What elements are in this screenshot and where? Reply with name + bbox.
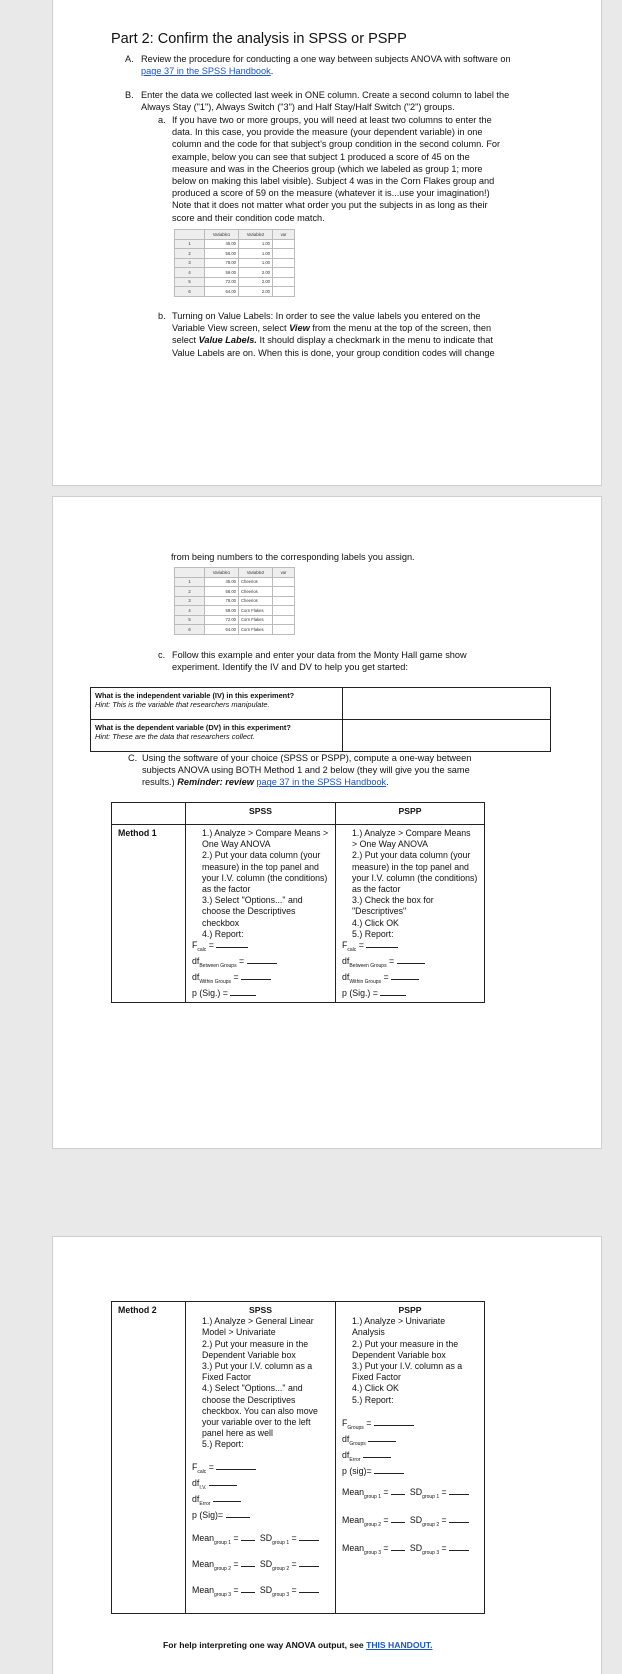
sub-b-letter: b. xyxy=(158,311,166,321)
grid1-empty-cell[interactable] xyxy=(273,249,295,259)
m1-spss-dfb-blank[interactable] xyxy=(247,956,277,964)
grid1-header-3: var xyxy=(273,230,295,240)
grid2-header-3: var xyxy=(273,568,295,578)
m2-spss-dfe-sub: Error xyxy=(199,1500,211,1507)
m2-spss-df-iv xyxy=(192,1478,329,1494)
m2-pspp-fgroups-blank[interactable] xyxy=(374,1418,414,1426)
m1-spss-step-2: 2.) Put your data column (your measure) in the top panel and your I.V. column (the conditions) as the factor xyxy=(202,850,328,895)
m2-spss-group2: Mean$_{group 2}$ = $SD_{group 2}$ = xyxy=(192,1559,329,1575)
grid2-cell[interactable]: Cheerios xyxy=(239,587,273,597)
grid1-row xyxy=(175,258,295,268)
grid2-row xyxy=(175,615,295,625)
m2-pspp-fgroups xyxy=(342,1418,478,1434)
grid2-cell[interactable]: Cheerios xyxy=(239,596,273,606)
document-page-2 xyxy=(52,496,602,1149)
grid1-row xyxy=(175,239,295,249)
m2-pspp-dfg-sub: Groups xyxy=(349,1440,366,1447)
m2-spss-step-3: 3.) Put your I.V. column as a Fixed Factor xyxy=(202,1361,313,1383)
m1-spss-fcalc xyxy=(192,940,329,956)
m2-pspp-f-sym: F xyxy=(342,1417,348,1428)
m2-spss-fcalc-blank[interactable] xyxy=(216,1462,256,1470)
m1-spss-p-blank[interactable] xyxy=(230,988,256,996)
grid2-row xyxy=(175,587,295,597)
grid2-empty-cell[interactable] xyxy=(273,587,295,597)
item-a-letter: A. xyxy=(125,54,134,64)
m1-spss-df-within xyxy=(192,972,329,988)
m1-pspp-step-3: 3.) Check the box for "Descriptives" xyxy=(352,895,434,917)
dv-question-cell xyxy=(91,720,343,752)
m2-spss-step-2: 2.) Put your measure in the Dependent Variable box xyxy=(202,1338,309,1360)
iv-answer-cell[interactable] xyxy=(343,688,551,720)
m2-pspp-dfe-sym: df xyxy=(342,1449,350,1460)
grid1-cell[interactable]: 59.00 xyxy=(205,268,239,278)
m2-spss-sd1-sub: group 1 xyxy=(272,1539,290,1546)
m2-pspp-step-2: 2.) Put your measure in the Dependent Variable box xyxy=(352,1338,459,1360)
method1-label xyxy=(112,825,186,1003)
m2-pspp-sd2-blank[interactable] xyxy=(449,1515,469,1523)
grid1-empty-cell[interactable] xyxy=(273,239,295,249)
m2-pspp-dfg-blank[interactable] xyxy=(368,1434,396,1442)
grid2-empty-cell[interactable] xyxy=(273,606,295,616)
m1-pspp-p-label: p (Sig.) = xyxy=(342,987,381,998)
m2-spss-f-sub: calc xyxy=(197,1468,207,1475)
grid1-cell[interactable]: 2.00 xyxy=(239,268,273,278)
m2-pspp-f-sub: Groups xyxy=(347,1424,364,1431)
m1-spss-step-4: 4.) Report: xyxy=(202,928,244,939)
m1-pspp-dfw-sub: Within Groups xyxy=(349,978,382,985)
document-page-3 xyxy=(52,1236,602,1674)
item-a-body: Review the procedure for conducting a one way between subjects ANOVA with software on xyxy=(141,54,511,64)
grid1-row xyxy=(175,287,295,297)
grid2-empty-cell[interactable] xyxy=(273,625,295,635)
grid2-cell[interactable]: 64.00 xyxy=(205,625,239,635)
m2-pspp-sd1-blank[interactable] xyxy=(449,1487,469,1495)
m2-pspp-mean2-sub: group 2 xyxy=(364,1521,381,1528)
m2-pspp-dfg-sym: df xyxy=(342,1433,350,1444)
sub-b-mid: from the menu at the top of the screen, then select xyxy=(172,323,492,346)
m1-pspp-fcalc xyxy=(342,940,478,956)
m2-spss-dfiv-sub: I.V. xyxy=(199,1484,207,1491)
m2-spss-mean2-sub: group 2 xyxy=(214,1565,231,1572)
grid1-empty-cell[interactable] xyxy=(273,258,295,268)
grid2-cell[interactable]: 5 xyxy=(175,615,205,625)
method2-table xyxy=(111,1301,485,1614)
m1-pspp-dfb-sub: Between Groups xyxy=(349,962,387,969)
m1-spss-dfb-sym: df xyxy=(192,955,200,966)
method2-spss-header: SPSS xyxy=(249,1305,272,1315)
m2-spss-mean1-sub: group 1 xyxy=(214,1539,231,1546)
grid2-cell[interactable]: 78.00 xyxy=(205,596,239,606)
item-c-letter: C. xyxy=(128,753,138,763)
spss-data-grid-numeric xyxy=(174,229,295,297)
m2-spss-step-1: 1.) Analyze > General Linear Model > Univariate xyxy=(202,1316,314,1338)
m2-spss-sd1-label: SD xyxy=(259,1532,273,1543)
grid1-cell[interactable]: 3 xyxy=(175,258,205,268)
grid2-header-0 xyxy=(175,568,205,578)
m2-pspp-step-5: 5.) Report: xyxy=(352,1394,394,1405)
grid2-cell[interactable]: 56.00 xyxy=(205,587,239,597)
m2-pspp-df-error xyxy=(342,1450,478,1466)
grid1-cell[interactable]: 1.00 xyxy=(239,239,273,249)
grid1-cell[interactable]: 72.00 xyxy=(205,277,239,287)
m2-spss-group3: Mean$_{group 3}$ = $SD_{group 3}$ = xyxy=(192,1585,329,1601)
grid1-cell[interactable]: 5 xyxy=(175,277,205,287)
sub-c-text: Follow this example and enter your data from the Monty Hall game show experiment. Identify the IV and DV to help you get started: xyxy=(172,650,467,673)
method1-pspp-header: PSPP xyxy=(336,803,485,825)
grid1-cell[interactable]: 1 xyxy=(175,239,205,249)
m2-spss-mean3-blank[interactable] xyxy=(241,1585,255,1593)
m2-pspp-mean1-blank[interactable] xyxy=(391,1487,405,1495)
grid2-row xyxy=(175,625,295,635)
m2-spss-p xyxy=(192,1510,329,1521)
grid2-row xyxy=(175,606,295,616)
method1-spss-header: SPSS xyxy=(186,803,336,825)
m2-pspp-sd2-sub: group 2 xyxy=(422,1521,440,1528)
m1-spss-step-1: 1.) Analyze > Compare Means > One Way ANOVA xyxy=(202,828,329,850)
grid2-cell[interactable]: Corn Flakes xyxy=(239,625,273,635)
spss-data-grid-labels xyxy=(174,567,295,635)
grid1-cell[interactable]: 6 xyxy=(175,287,205,297)
m1-pspp-step-4: 4.) Click OK xyxy=(352,917,399,928)
item-b-letter: B. xyxy=(125,90,134,100)
grid1-row xyxy=(175,277,295,287)
grid2-cell[interactable]: 72.00 xyxy=(205,615,239,625)
method1-spss-cell xyxy=(186,825,336,1003)
grid2-empty-cell[interactable] xyxy=(273,577,295,587)
grid2-row xyxy=(175,577,295,587)
document-page-1 xyxy=(52,0,602,486)
m1-pspp-fcalc-blank[interactable] xyxy=(366,940,398,948)
m1-pspp-f-sub: calc xyxy=(347,946,357,953)
grid2-row xyxy=(175,596,295,606)
m1-spss-dfw-sym: df xyxy=(192,971,200,982)
sub-b-continued: from being numbers to the corresponding labels you assign. xyxy=(171,552,415,562)
grid2-cell[interactable]: Cheerios xyxy=(239,577,273,587)
m2-spss-sd3-sub: group 3 xyxy=(272,1591,290,1598)
m1-spss-dfw-blank[interactable] xyxy=(241,972,271,980)
sub-b-pre: Turning on Value Labels: In order to see the value labels you entered on the Variable View screen, select xyxy=(172,311,481,334)
grid2-cell[interactable]: 4 xyxy=(175,606,205,616)
dv-hint: Hint: These are the data that researchers collect. xyxy=(95,732,255,741)
grid1-cell[interactable]: 78.00 xyxy=(205,258,239,268)
m2-spss-f-sym: F xyxy=(192,1461,198,1472)
grid2-header-2: Variable2 xyxy=(239,568,273,578)
m2-pspp-mean1-sub: group 1 xyxy=(364,1493,381,1500)
grid1-empty-cell[interactable] xyxy=(273,287,295,297)
grid1-cell[interactable]: 2.00 xyxy=(239,277,273,287)
grid1-row xyxy=(175,268,295,278)
m1-pspp-f-sym: F xyxy=(342,940,348,951)
m1-spss-dfb-sub: Between Groups xyxy=(199,962,237,969)
item-b-text: Enter the data we collected last week in ONE column. Create a second column to label the Always Stay ("1"), Always Switch ("3") and Half Stay/Half Switch ("2") groups. xyxy=(141,90,510,113)
m2-pspp-f-eq: = xyxy=(363,1417,374,1428)
m2-spss-dfe-sym: df xyxy=(192,1493,200,1504)
grid1-header-2: Variable2 xyxy=(239,230,273,240)
value-labels-ref: Value Labels. xyxy=(198,335,257,346)
grid1-cell[interactable]: 1.00 xyxy=(239,249,273,259)
m1-pspp-p-blank[interactable] xyxy=(380,988,406,996)
m1-pspp-dfb-sym: df xyxy=(342,955,350,966)
m2-spss-mean1-label: Mean xyxy=(192,1532,215,1543)
method1-label-text: Method 1 xyxy=(118,828,157,838)
m2-spss-mean2-label: Mean xyxy=(192,1558,215,1569)
method2-pspp-cell xyxy=(336,1302,485,1614)
m2-spss-f-eq: = xyxy=(206,1461,217,1472)
m2-spss-mean2-blank[interactable] xyxy=(241,1559,255,1567)
grid2-cell[interactable]: 6 xyxy=(175,625,205,635)
m2-spss-step-5: 5.) Report: xyxy=(202,1439,244,1450)
m1-spss-dfb-eq: = xyxy=(236,955,247,966)
m2-pspp-group3: Mean$_{group 3}$ = $SD_{group 3}$ = xyxy=(342,1543,478,1559)
grid1-empty-cell[interactable] xyxy=(273,268,295,278)
item-c-reminder: Reminder: review xyxy=(177,777,254,788)
m1-pspp-df-within xyxy=(342,972,478,988)
m1-pspp-dfw-sym: df xyxy=(342,971,350,982)
m2-pspp-sd1-label: SD xyxy=(409,1486,423,1497)
m2-pspp-step-4: 4.) Click OK xyxy=(352,1383,399,1394)
m2-pspp-mean2-label: Mean xyxy=(342,1514,365,1525)
dv-row xyxy=(91,720,551,752)
grid1-row xyxy=(175,249,295,259)
m2-spss-sd3-label: SD xyxy=(259,1584,273,1595)
m2-pspp-df-groups xyxy=(342,1434,478,1450)
method2-pspp-header: PSPP xyxy=(398,1305,422,1315)
m2-spss-mean3-sub: group 3 xyxy=(214,1591,231,1598)
m2-pspp-p-label: p (sig)= xyxy=(342,1465,375,1476)
dv-answer-cell[interactable] xyxy=(343,720,551,752)
sub-b-text xyxy=(172,310,505,359)
m1-pspp-dfw-blank[interactable] xyxy=(391,972,419,980)
m1-spss-f-sym: F xyxy=(192,940,198,951)
grid1-cell[interactable]: 45.00 xyxy=(205,239,239,249)
m1-spss-f-eq: = xyxy=(206,940,217,951)
sub-c-letter: c. xyxy=(158,650,166,660)
m2-pspp-dfe-blank[interactable] xyxy=(363,1450,391,1458)
m2-pspp-p xyxy=(342,1466,478,1477)
item-c-tail: . xyxy=(386,777,389,788)
m2-pspp-mean1-label: Mean xyxy=(342,1486,365,1497)
m2-spss-sd1-blank[interactable] xyxy=(299,1533,319,1541)
grid1-cell[interactable]: 4 xyxy=(175,268,205,278)
m1-pspp-step-2: 2.) Put your data column (your measure) in the top panel and your I.V. column (the conditions) as the factor xyxy=(352,850,478,895)
m2-spss-mean3-label: Mean xyxy=(192,1584,215,1595)
m1-spss-dfw-eq: = xyxy=(231,971,242,982)
m2-spss-dfiv-blank[interactable] xyxy=(209,1478,237,1486)
grid2-cell[interactable]: Corn Flakes xyxy=(239,615,273,625)
grid1-empty-cell[interactable] xyxy=(273,277,295,287)
m2-pspp-sd3-blank[interactable] xyxy=(449,1543,469,1551)
m2-spss-sd2-label: SD xyxy=(259,1558,273,1569)
spss-handbook-link-a[interactable]: page 37 in the SPSS Handbook xyxy=(141,66,271,77)
grid2-cell[interactable]: 2 xyxy=(175,587,205,597)
handout-link[interactable]: THIS HANDOUT. xyxy=(366,1640,433,1650)
m1-spss-p-label: p (Sig.) = xyxy=(192,987,231,998)
grid1-cell[interactable]: 2 xyxy=(175,249,205,259)
iv-hint: Hint: This is the variable that researchers manipulate. xyxy=(95,700,270,709)
view-menu-ref: View xyxy=(289,323,310,334)
grid1-cell[interactable]: 2.00 xyxy=(239,287,273,297)
m2-pspp-sd3-sub: group 3 xyxy=(422,1549,440,1556)
m1-pspp-step-1: 1.) Analyze > Compare Means > One Way ANOVA xyxy=(352,828,471,850)
grid1-header-0 xyxy=(175,230,205,240)
m1-spss-fcalc-blank[interactable] xyxy=(216,940,248,948)
m1-pspp-f-eq: = xyxy=(356,940,367,951)
m2-pspp-mean3-blank[interactable] xyxy=(391,1543,405,1551)
m2-pspp-group1: Mean$_{group 1}$ = $SD_{group 1}$ = xyxy=(342,1487,478,1503)
m2-pspp-p-blank[interactable] xyxy=(374,1466,404,1474)
method2-label xyxy=(112,1302,186,1614)
grid1-cell[interactable]: 64.00 xyxy=(205,287,239,297)
grid1-cell[interactable]: 56.00 xyxy=(205,249,239,259)
m2-pspp-sd3-label: SD xyxy=(409,1542,423,1553)
sub-b-post: It should display a checkmark in the menu to indicate that Value Labels are on. When this is done, your group condition codes will change xyxy=(172,335,495,358)
m2-spss-dfe-blank[interactable] xyxy=(213,1494,241,1502)
m2-pspp-sd1-sub: group 1 xyxy=(422,1493,440,1500)
m1-pspp-df-between xyxy=(342,956,478,972)
iv-row xyxy=(91,688,551,720)
m2-spss-df-error xyxy=(192,1494,329,1510)
m2-pspp-mean2-blank[interactable] xyxy=(391,1515,405,1523)
item-a-tail: . xyxy=(270,66,274,77)
m2-spss-p-blank[interactable] xyxy=(226,1510,250,1518)
m2-pspp-sd2-label: SD xyxy=(409,1514,423,1525)
m2-spss-sd2-blank[interactable] xyxy=(299,1559,319,1567)
m2-spss-group1: Mean$_{group 1}$ = $SD_{group 1}$ = xyxy=(192,1533,329,1549)
m1-spss-df-between xyxy=(192,956,329,972)
m2-pspp-step-3: 3.) Put your I.V. column as a Fixed Factor xyxy=(352,1361,463,1383)
grid2-empty-cell[interactable] xyxy=(273,596,295,606)
iv-question-cell xyxy=(91,688,343,720)
m1-spss-f-sub: calc xyxy=(197,946,207,953)
m2-spss-mean1-blank[interactable] xyxy=(241,1533,255,1541)
m1-spss-p xyxy=(192,988,329,999)
iv-question: What is the independent variable (IV) in this experiment? xyxy=(95,691,295,700)
grid2-header-1: Variable1 xyxy=(205,568,239,578)
method1-corner xyxy=(112,803,186,825)
spss-handbook-link-c[interactable]: page 37 in the SPSS Handbook xyxy=(256,777,387,788)
method1-pspp-cell xyxy=(336,825,485,1003)
sub-a-letter: a. xyxy=(158,115,166,125)
sub-a-text: If you have two or more groups, you will need at least two columns to enter the data. In this case, you provide the measure (your dependent variable) in one column and the code for that subject's group condition in the second column. For example, below you can see that subject 1 produced a score of 45 on the measure and was in the Cheerios group (which we labeled as group 1; more below on making this label visible). Subject 4 was in the Corn Flakes group and produced a score of 59 on the measure (whatever it is...use your imagination!) Note that it does not matter what order you put the subjects in as long as their score and their condition code match. xyxy=(172,115,501,223)
m1-spss-dfw-sub: Within Groups xyxy=(199,978,232,985)
footer-text: For help interpreting one way ANOVA output, see xyxy=(163,1640,364,1650)
m2-pspp-mean3-sub: group 3 xyxy=(364,1549,381,1556)
part-title: Part 2: Confirm the analysis in SPSS or PSPP xyxy=(111,31,407,47)
m1-spss-step-3: 3.) Select "Options..." and choose the Descriptives checkbox xyxy=(202,895,303,928)
m1-pspp-step-5: 5.) Report: xyxy=(352,928,394,939)
footer-help xyxy=(163,1640,432,1650)
m2-pspp-dfe-sub: Error xyxy=(349,1456,361,1463)
method2-label-text: Method 2 xyxy=(118,1305,157,1315)
item-c-body: Using the software of your choice (SPSS or PSPP), compute a one-way between subjects ANOVA using BOTH Method 1 and 2 below (they will give you the same results.) xyxy=(142,753,472,788)
method2-spss-cell xyxy=(186,1302,336,1614)
m2-pspp-group2: Mean$_{group 2}$ = $SD_{group 2}$ = xyxy=(342,1515,478,1531)
m2-spss-sd3-blank[interactable] xyxy=(299,1585,319,1593)
m1-pspp-dfw-eq: = xyxy=(381,971,392,982)
m2-spss-dfiv-sym: df xyxy=(192,1477,200,1488)
method1-table xyxy=(111,802,485,1003)
item-c-text xyxy=(142,752,487,789)
m2-spss-p-label: p (Sig)= xyxy=(192,1509,226,1520)
grid2-cell[interactable]: 1 xyxy=(175,577,205,587)
m2-spss-fcalc xyxy=(192,1462,329,1478)
grid2-cell[interactable]: 45.00 xyxy=(205,577,239,587)
m2-pspp-step-1: 1.) Analyze > Univariate Analysis xyxy=(352,1316,446,1338)
dv-question: What is the dependent variable (DV) in this experiment? xyxy=(95,723,291,732)
m1-pspp-dfb-blank[interactable] xyxy=(397,956,425,964)
m2-spss-sd2-sub: group 2 xyxy=(272,1565,290,1572)
grid2-cell[interactable]: 59.00 xyxy=(205,606,239,616)
m2-pspp-mean3-label: Mean xyxy=(342,1542,365,1553)
grid2-empty-cell[interactable] xyxy=(273,615,295,625)
grid2-cell[interactable]: 3 xyxy=(175,596,205,606)
iv-dv-table xyxy=(90,687,551,752)
item-a-text xyxy=(141,53,513,77)
m1-pspp-p xyxy=(342,988,478,999)
m1-pspp-dfb-eq: = xyxy=(386,955,397,966)
grid1-header-1: Variable1 xyxy=(205,230,239,240)
m2-spss-step-4: 4.) Select "Options..." and choose the Descriptives checkbox. You can also move your variable over to the left panel here as well xyxy=(202,1383,318,1439)
grid1-cell[interactable]: 1.00 xyxy=(239,258,273,268)
grid2-cell[interactable]: Corn Flakes xyxy=(239,606,273,616)
